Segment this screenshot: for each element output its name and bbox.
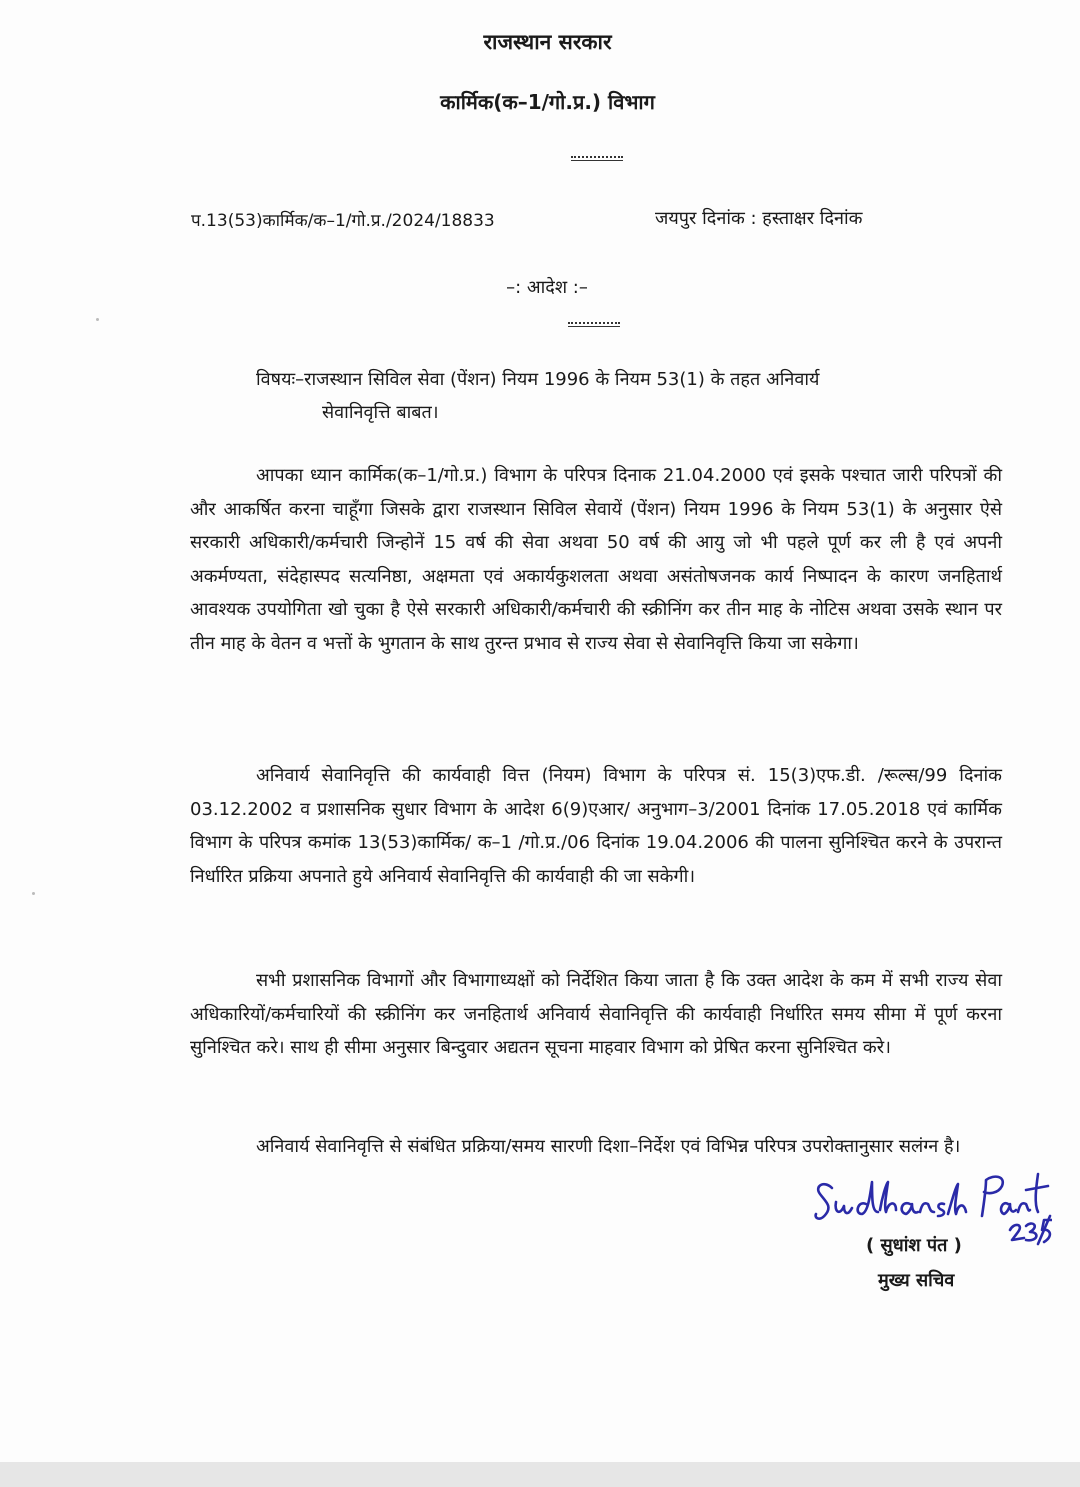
paragraph-1-text: आपका ध्यान कार्मिक(क–1/गो.प्र.) विभाग के परिपत्र दिनाक 21.04.2000 एवं इसके पश्चात जारी परिपत्रों की और आकर्षित करना चाहूँगा जिसके द्वारा राजस्थान सिविल सेवायें (पेंशन) नियम 1996 के नियम 53(1) के अनुसार ऐसे सरकारी अधिकारी/कर्मचारी जिन्होनें 15 वर्ष की सेवा अथवा 50 वर्ष की आयु जो भी पहले पूर्ण कर ली है एवं अपनी अकर्मण्यता, संदेहास्पद सत्यनिष्ठा, अक्षमता एवं अकार्यकुशलता अथवा असंतोषजनक कार्य निष्पादन के कारण जनहितार्थ आवश्यक उपयोगिता खो चुका है ऐसे सरकारी अधिकारी/कर्मचारी की स्क्रीनिंग कर तीन माह के नोटिस अथवा उसके स्थान पर तीन माह के वेतन व भत्तों के भुगतान के साथ तुरन्त प्रभाव से राज्य सेवा से सेवानिवृत्ति किया जा सकेगा। [190,465,1002,654]
department-title: कार्मिक(क–1/गो.प्र.) विभाग [440,90,655,114]
paragraph-2 [190,759,1002,893]
signatory-name: ( सुधांश पंत ) [866,1235,962,1256]
reference-number: प.13(53)कार्मिक/क–1/गो.प्र./2024/18833 [191,211,495,231]
date-line: जयपुर दिनांक : हस्ताक्षर दिनांक [655,208,863,229]
paragraph-4 [190,1130,1002,1164]
paragraph-4-text: अनिवार्य सेवानिवृत्ति से संबंधित प्रक्रिया/समय सारणी दिशा–निर्देश एवं विभिन्न परिपत्र उपरोक्तानुसार सलंग्न है। [256,1136,961,1157]
government-title: राजस्थान सरकार [483,30,612,54]
order-underline [568,322,620,324]
subject [256,363,996,429]
order-heading: –: आदेश :– [506,277,588,298]
scan-speck [32,892,35,895]
scan-bottom-edge [0,1462,1080,1487]
signatory-designation: मुख्य सचिव [878,1270,955,1291]
subject-line-2: सेवानिवृत्ति बाबत। [322,402,439,423]
subject-line-1: विषयः–राजस्थान सिविल सेवा (पेंशन) नियम 1996 के नियम 53(1) के तहत अनिवार्य [256,369,820,390]
paragraph-3-text: सभी प्रशासनिक विभागों और विभागाध्यक्षों को निर्देशित किया जाता है कि उक्त आदेश के कम में सभी राज्य सेवा अधिकारियों/कर्मचारियों की स्क्रीनिंग कर जनहितार्थ अनिवार्य सेवानिवृत्ति की कार्यवाही निर्धारित समय सीमा में पूर्ण करना सुनिश्चित करे। साथ ही सीमा अनुसार बिन्दुवार अद्यतन सूचना माहवार विभाग को प्रेषित करना सुनिश्चित करे। [190,970,1002,1058]
scan-speck [96,318,99,321]
paragraph-3 [190,964,1002,1065]
heading-underline [571,156,623,158]
paragraph-1 [190,459,1002,660]
paragraph-2-text: अनिवार्य सेवानिवृत्ति की कार्यवाही वित्त (नियम) विभाग के परिपत्र सं. 15(3)एफ.डी. /रूल्स/99 दिनांक 03.12.2002 व प्रशासनिक सुधार विभाग के आदेश 6(9)एआर/ अनुभाग–3/2001 दिनांक 17.05.2018 एवं कार्मिक विभाग के परिपत्र कमांक 13(53)कार्मिक/ क–1 /गो.प्र./06 दिनांक 19.04.2006 की पालना सुनिश्चित करने के उपरान्त निर्धारित प्रक्रिया अपनाते हुये अनिवार्य सेवानिवृत्ति की कार्यवाही की जा सकेगी। [190,765,1002,887]
